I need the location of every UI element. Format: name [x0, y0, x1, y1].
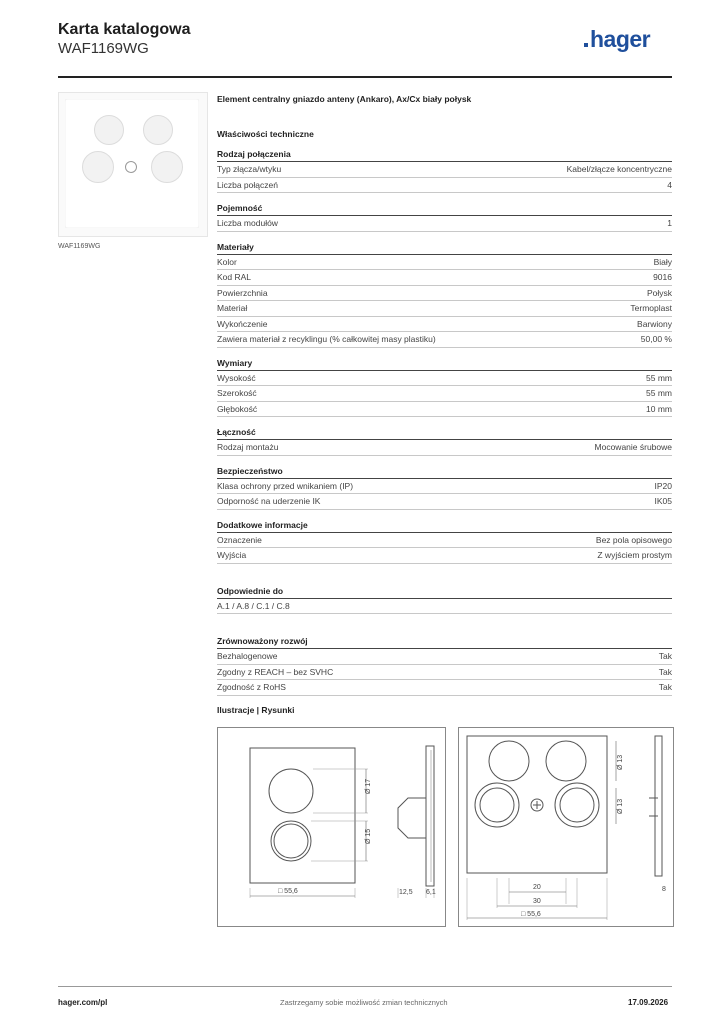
spec-row [217, 301, 672, 317]
product-code: WAF1169WG [58, 40, 149, 57]
spec-row [217, 402, 672, 418]
dim-label: 30 [533, 898, 541, 905]
drawing-front-side [217, 727, 446, 927]
product-plate [65, 99, 199, 228]
spec-value: Tak [658, 651, 672, 661]
spec-label: Kod RAL [217, 272, 252, 282]
spec-value: 1 [667, 218, 672, 228]
spec-label: Bezhalogenowe [217, 651, 278, 661]
section-title: Pojemność [217, 203, 672, 216]
spec-value: 4 [667, 179, 672, 190]
spec-label: Głębokość [217, 403, 258, 414]
socket-hole [82, 151, 114, 183]
dim-label: Ø 15 [365, 828, 372, 844]
spec-row [217, 178, 672, 194]
photo-caption: WAF1169WG [58, 243, 101, 250]
dim-label: 20 [533, 884, 541, 891]
spec-value: Tak [658, 682, 672, 692]
header-divider [58, 76, 672, 78]
illustrations-title: Ilustracje | Rysunki [217, 705, 295, 715]
spec-value: Tak [658, 666, 672, 677]
spec-row [217, 548, 672, 564]
footer-date: 17.09.2026 [628, 998, 669, 1007]
spec-row [217, 317, 672, 333]
spec-row [217, 440, 672, 456]
section-title: Bezpieczeństwo [217, 466, 672, 479]
spec-row [217, 286, 672, 302]
sustainable-rows [217, 649, 672, 696]
technical-drawing-right [459, 728, 673, 926]
hole-circle [271, 821, 311, 861]
sustainable-title: Zrównoważony rozwój [217, 636, 672, 649]
dim-label: Ø 13 [617, 754, 624, 770]
spec-sections [217, 149, 672, 564]
spec-label: Oznaczenie [217, 534, 262, 545]
suitable-value: A.1 / A.8 / C.1 / C.8 [217, 600, 290, 611]
spec-row [217, 494, 672, 510]
spec-label: Wykończenie [217, 318, 268, 329]
dim-label: 6,1 [426, 889, 436, 896]
spec-label: Liczba modułów [217, 218, 278, 228]
hole-circle [546, 741, 586, 781]
product-photo [58, 92, 208, 237]
spec-row [217, 386, 672, 402]
suitable-title: Odpowiednie do [217, 586, 672, 599]
spec-value: 50,00 % [640, 334, 672, 344]
dim-label: 12,5 [399, 889, 413, 896]
hole-circle [475, 783, 519, 827]
spec-value: Biały [653, 256, 672, 267]
spec-label: Powierzchnia [217, 287, 268, 298]
section-title: Dodatkowe informacje [217, 520, 672, 533]
product-name: Element centralny gniazdo anteny (Ankaro), Ax/Cx biały połysk [217, 94, 472, 104]
spec-label: Odporność na uderzenie IK [217, 496, 321, 506]
spec-label: Wysokość [217, 372, 256, 383]
spec-row [217, 479, 672, 495]
sustainable-row [217, 665, 672, 681]
spec-value: Bez pola opisowego [595, 534, 672, 545]
spec-label: Kolor [217, 256, 237, 267]
section-title: Rodzaj połączenia [217, 149, 672, 162]
spec-label: Typ złącza/wtyku [217, 164, 282, 174]
spec-label: Zgodny z REACH – bez SVHC [217, 666, 334, 677]
spec-value: Mocowanie śrubowe [594, 442, 672, 452]
section-title: Łączność [217, 427, 672, 440]
socket-hole [151, 151, 183, 183]
socket-hole [143, 115, 173, 145]
technical-drawing-left [218, 728, 445, 926]
spec-value: 55 mm [646, 372, 672, 383]
footer-divider [58, 986, 672, 987]
spec-row [217, 533, 672, 549]
spec-value: 9016 [653, 272, 672, 282]
page-title: Karta katalogowa [58, 21, 191, 38]
spec-value: Termoplast [630, 303, 672, 313]
drawing-rear [458, 727, 674, 927]
section-title: Materiały [217, 242, 672, 255]
suitable-row [217, 599, 672, 615]
dim-label: □ 55,6 [521, 911, 541, 918]
spec-value: 55 mm [646, 388, 672, 398]
spec-label: Zawiera materiał z recyklingu (% całkowitej masy plastiku) [217, 334, 436, 344]
spec-value: Z wyjściem prostym [597, 550, 672, 560]
spec-row [217, 371, 672, 387]
spec-label: Wyjścia [217, 550, 247, 560]
spec-row [217, 332, 672, 348]
spec-value: IK05 [654, 496, 672, 506]
spec-label: Zgodność z RoHS [217, 682, 286, 692]
spec-row [217, 255, 672, 271]
side-connector [398, 798, 426, 838]
spec-value: Kabel/złącze koncentryczne [566, 164, 672, 174]
sustainable-row [217, 649, 672, 665]
spec-row [217, 270, 672, 286]
plate-outline [250, 748, 355, 883]
dim-label: 8 [662, 886, 666, 893]
side-profile [655, 736, 662, 876]
spec-row [217, 162, 672, 178]
spec-row [217, 216, 672, 232]
footer-website: hager.com/pl [58, 998, 108, 1007]
hole-circle [555, 783, 599, 827]
spec-label: Klasa ochrony przed wnikaniem (IP) [217, 480, 354, 491]
logo-text: hager [590, 26, 651, 52]
spec-table [217, 94, 672, 696]
tech-heading: Właściwości techniczne [217, 129, 314, 139]
dim-label: □ 55,6 [278, 888, 298, 895]
spec-value: IP20 [654, 480, 672, 491]
socket-hole [94, 115, 124, 145]
dim-label: Ø 17 [365, 778, 372, 794]
screw-icon [125, 161, 137, 173]
section-title: Wymiary [217, 358, 672, 371]
spec-value: Połysk [646, 287, 672, 298]
spec-label: Liczba połączeń [217, 179, 278, 190]
dim-label: Ø 13 [617, 798, 624, 814]
sustainable-row [217, 680, 672, 696]
spec-label: Rodzaj montażu [217, 442, 279, 452]
spec-value: Barwiony [637, 318, 672, 329]
hole-circle-inner [274, 824, 308, 858]
footer-disclaimer: Zastrzegamy sobie możliwość zmian technicznych [280, 998, 448, 1007]
spec-label: Szerokość [217, 388, 257, 398]
hole-circle [269, 769, 313, 813]
hager-logo [584, 26, 650, 53]
spec-value: 10 mm [646, 403, 672, 414]
spec-label: Materiał [217, 303, 248, 313]
hole-circle [489, 741, 529, 781]
